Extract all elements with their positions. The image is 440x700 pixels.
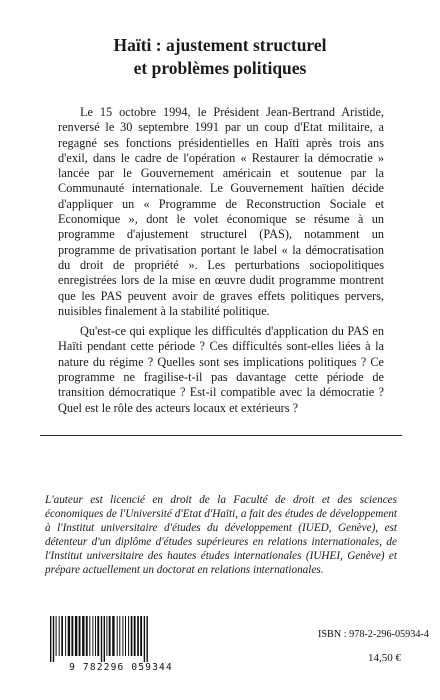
book-title bbox=[0, 34, 440, 80]
section-divider bbox=[40, 435, 402, 436]
author-bio-text: L'auteur est licencié en droit de la Faculté de droit et des sciences économiques de l'Université d'Etat d'Haïti, a fait des études de développement à l'Institut universitaire d'études du développement (IUED, Genève), est détenteur d'un diplôme d'études supérieures en relations internationales, de l'Institut universitaire des hautes études internationales (IUHEI, Genève) et prépare actuellement un doctorat en relations internationales. bbox=[45, 494, 397, 577]
book-summary bbox=[58, 105, 384, 416]
price: 14,50 € bbox=[368, 652, 401, 664]
book-title-line-2: et problèmes politiques bbox=[133, 58, 307, 78]
summary-paragraph-1: Le 15 octobre 1994, le Président Jean-Bertrand Aristide, renversé le 30 septembre 1991 par un coup d'Etat militaire, a regagné ses fonctions présidentielles en Haïti après trois ans d'exil, dans le cadre de l'opération « Restaurer la démocratie » lancée par le Gouvernement américain et soutenue par la Communauté internationale. Le Gouvernement haïtien décide d'appliquer un « Programme de Reconstruction Sociale et Economique », dont le volet économique se résume à un programme d'ajustement structurel (PAS), notamment un programme de privatisation portant le label « la démocratisation du droit de propriété ». Les perturbations sociopolitiques enregistrées lors de la mise en œuvre dudit programme montrent que les PAS peuvent avoir de graves effets politiques pervers, nuisibles finalement à la stabilité politique. bbox=[58, 105, 384, 318]
barcode bbox=[38, 614, 204, 674]
isbn: ISBN : 978-2-296-05934-4 bbox=[318, 629, 429, 640]
barcode-bars-icon bbox=[38, 614, 204, 662]
barcode-digits: 9 782296 059344 bbox=[69, 662, 173, 673]
book-title-line-1: Haïti : ajustement structurel bbox=[113, 35, 327, 55]
summary-paragraph-2: Qu'est-ce qui explique les difficultés d'application du PAS en Haïti pendant cette période ? Ces difficultés sont-elles liées à la nature du régime ? Quelles sont ses implications politiques ? Ce programme ne fragilise-t-il pas davantage cette période de transition démocratique ? Est-il compatible avec la démocratie ? Quel est le rôle des acteurs locaux et extérieurs ? bbox=[58, 324, 384, 415]
author-bio bbox=[45, 493, 397, 578]
